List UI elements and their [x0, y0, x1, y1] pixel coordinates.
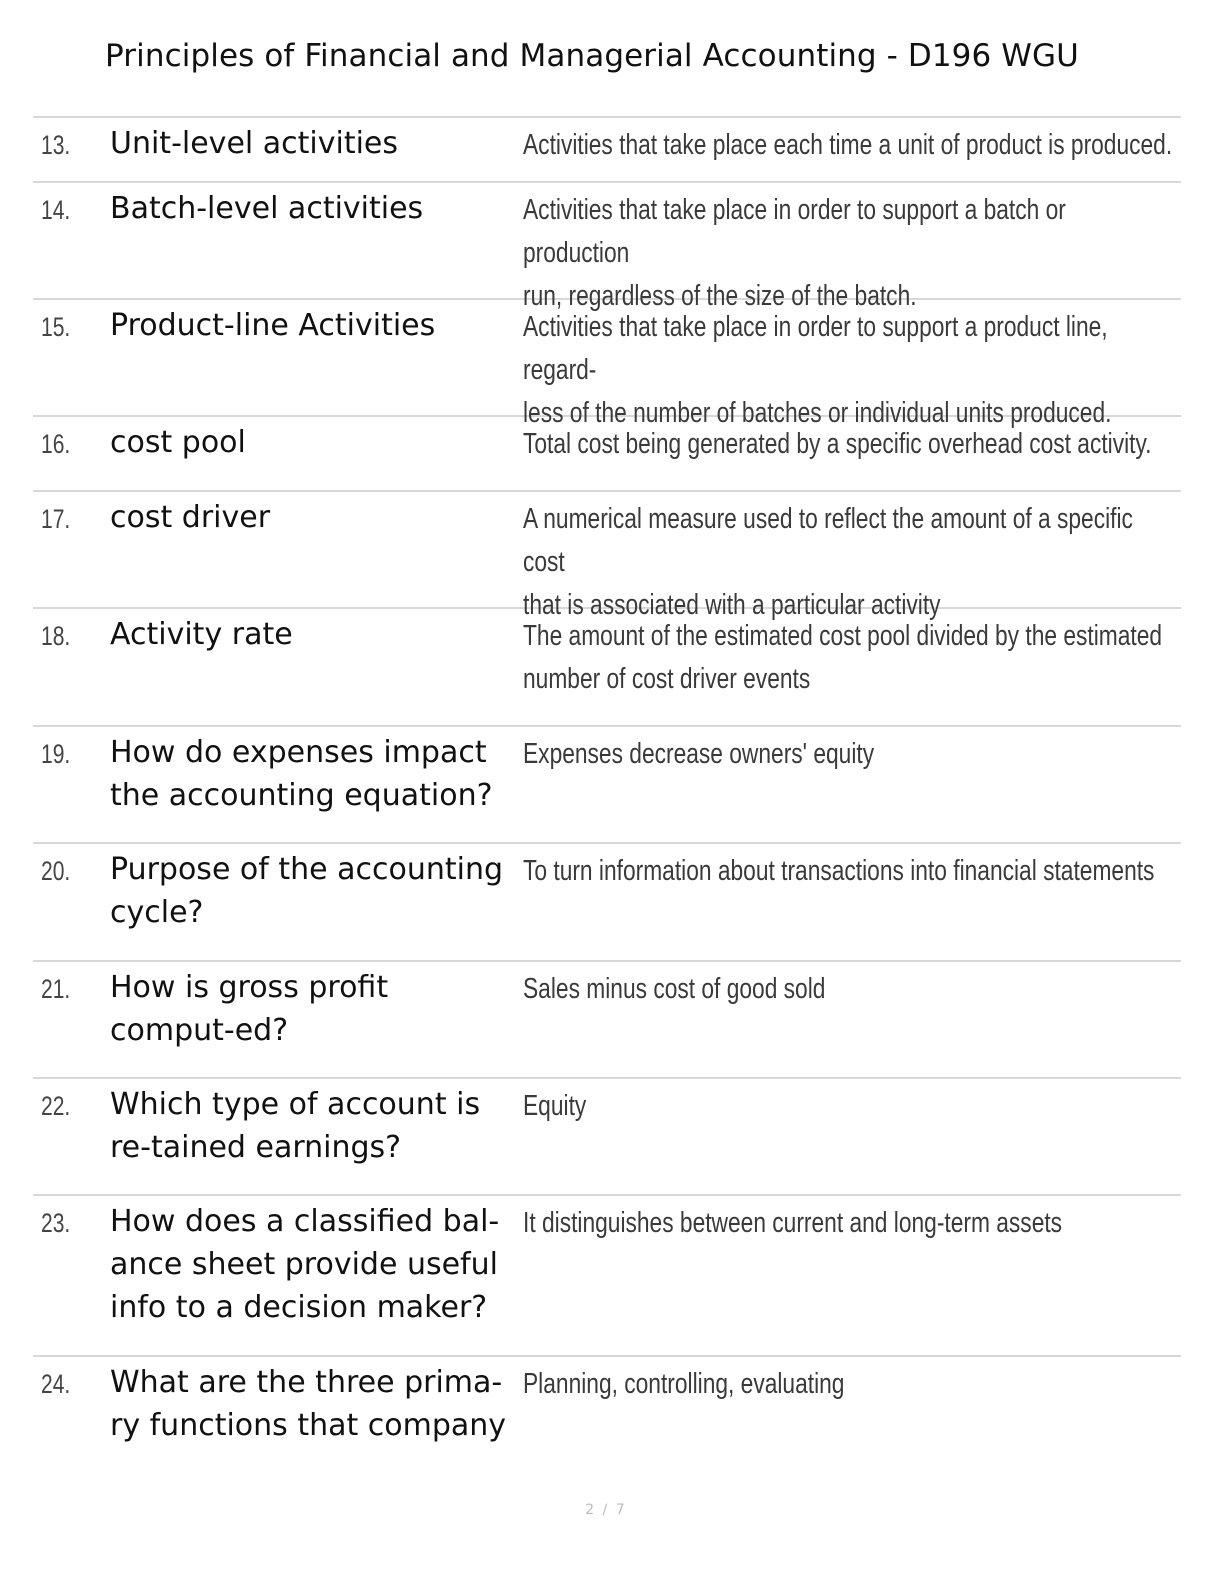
card-number: 21. — [41, 974, 71, 1004]
card-term: How do expenses impact the accounting equation? — [110, 735, 493, 813]
card-definition: To turn information about transactions into financial statements — [523, 855, 1155, 887]
card-definition: Activities that take place in order to support a batch or production run, regardless of the size of the batch. — [523, 194, 1066, 312]
card-number: 18. — [41, 621, 71, 651]
card-term: Which type of account is re-tained earnings? — [110, 1087, 481, 1165]
card-number: 14. — [41, 195, 71, 225]
flashcard-row — [33, 417, 1181, 492]
flashcard-row — [33, 118, 1181, 183]
card-definition: Expenses decrease owners' equity — [523, 738, 875, 770]
card-number: 23. — [41, 1208, 71, 1238]
flashcard-row — [33, 727, 1181, 844]
card-number: 15. — [41, 312, 71, 342]
card-term: Purpose of the accounting cycle? — [110, 852, 504, 930]
flashcard-row — [33, 844, 1181, 962]
card-term: Unit-level activities — [110, 126, 399, 161]
card-definition: Sales minus cost of good sold — [523, 973, 826, 1005]
card-term: Batch-level activities — [110, 191, 424, 226]
card-term: Product-line Activities — [110, 308, 436, 343]
card-number: 13. — [41, 130, 71, 160]
flashcard-row — [33, 183, 1181, 312]
flashcard-row — [33, 1357, 1181, 1461]
card-definition: Equity — [523, 1090, 587, 1122]
card-definition: Activities that take place in order to support a product line, regard- less of the number of batches or individual units produced. — [523, 311, 1112, 429]
card-number: 16. — [41, 429, 71, 459]
flashcard-row — [33, 1196, 1181, 1357]
flashcard-list — [33, 116, 1181, 1461]
card-number: 22. — [41, 1091, 71, 1121]
card-definition: Planning, controlling, evaluating — [523, 1368, 845, 1400]
card-definition: It distinguishes between current and long-term assets — [523, 1207, 1063, 1239]
card-number: 24. — [41, 1369, 71, 1399]
flashcard-row — [33, 962, 1181, 1079]
card-number: 19. — [41, 739, 71, 769]
card-term: cost driver — [110, 500, 271, 535]
card-definition: Activities that take place each time a unit of product is produced. — [523, 129, 1173, 161]
card-term: What are the three prima-ry functions that company — [110, 1365, 507, 1443]
page-number: 2 / 7 — [585, 1502, 627, 1518]
card-term: cost pool — [110, 425, 246, 460]
flashcard-row — [33, 1079, 1181, 1196]
card-number: 20. — [41, 856, 71, 886]
card-term: How does a classified bal-ance sheet provide useful info to a decision maker? — [110, 1204, 500, 1325]
card-definition: A numerical measure used to reflect the amount of a specific cost that is associated with a particular activity — [523, 503, 1133, 621]
flashcard-row — [33, 492, 1181, 621]
flashcard-row — [33, 300, 1181, 429]
card-term: How is gross profit comput-ed? — [110, 970, 389, 1048]
card-number: 17. — [41, 504, 71, 534]
flashcard-row — [33, 609, 1181, 727]
card-definition: Total cost being generated by a specific overhead cost activity. — [523, 428, 1152, 460]
page-title: Principles of Financial and Managerial Accounting - D196 WGU — [105, 38, 1079, 74]
card-definition: The amount of the estimated cost pool divided by the estimated number of cost driver events — [523, 620, 1163, 695]
card-term: Activity rate — [110, 617, 293, 652]
